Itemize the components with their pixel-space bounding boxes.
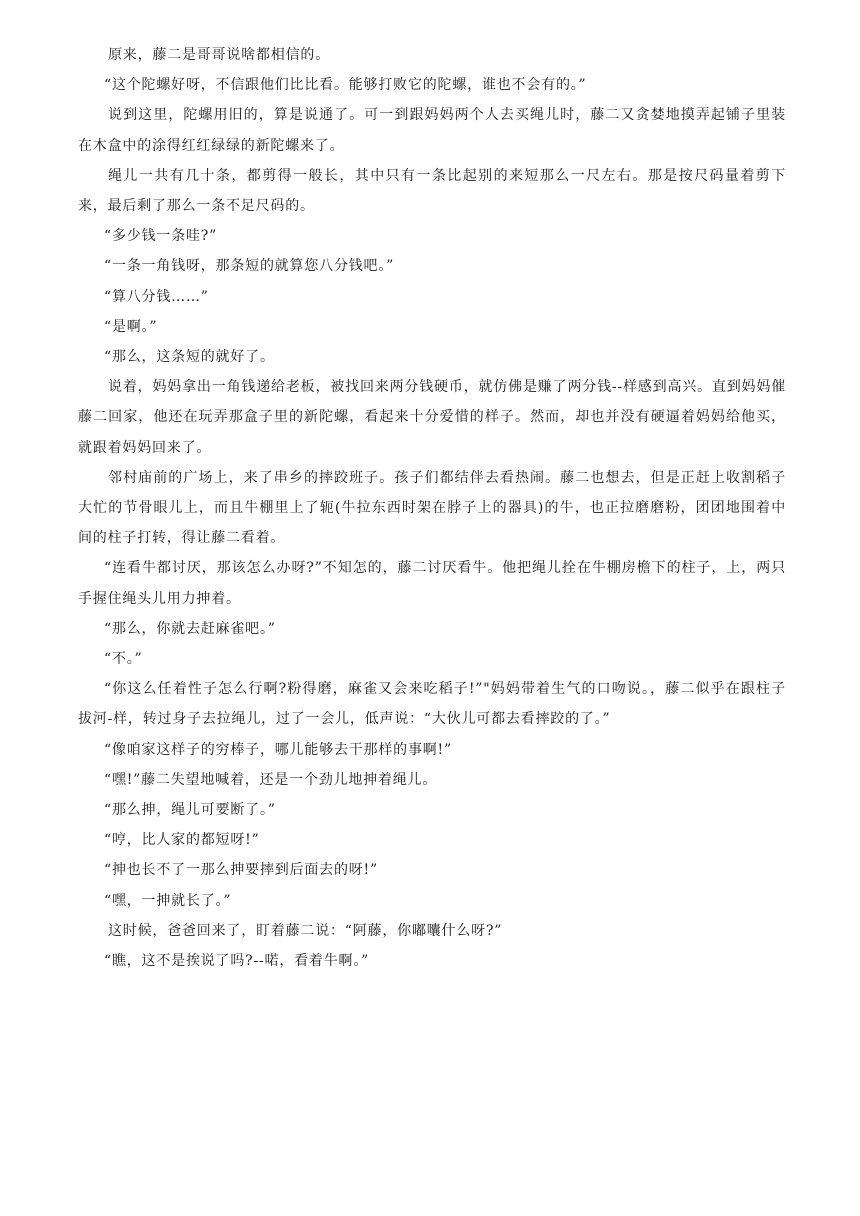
paragraph: “那么，你就去赶麻雀吧。” (104, 620, 276, 637)
paragraph: “多少钱一条哇?” (104, 228, 218, 245)
paragraph: 绳儿一共有几十条，都剪得一般长，其中只有一条比起别的来短那么一尺左右。那是按尺码量着剪下来，最后剩了那么一条不足尺码的。 (78, 167, 786, 215)
paragraph: “抻也长不了一那么抻要摔到后面去的呀!” (104, 862, 378, 879)
paragraph: “那么抻，绳儿可要断了。” (104, 802, 276, 819)
paragraph: 说到这里，陀螺用旧的，算是说通了。可一到跟妈妈两个人去买绳儿时，藤二又贪婪地摸弄起铺子里装在木盒中的涂得红红绿绿的新陀螺来了。 (78, 107, 786, 154)
paragraph: “嘿，一抻就长了。” (104, 892, 232, 909)
paragraph: “你这么任着性子怎么行啊?粉得磨，麻雀又会来吃稻子!”"妈妈带着生气的口吻说。，藤二似乎在跟柱子拔河-样，转过身子去拉绳儿，过了一会儿，低声说：“大伙儿可都去看摔跤的了。” (78, 681, 786, 728)
paragraph: “连看牛都讨厌，那该怎么办呀?”不知怎的，藤二讨厌看牛。他把绳儿拴在牛棚房檐下的柱子，上，两只手握住绳头儿用力抻着。 (78, 560, 786, 607)
paragraph: “不。” (104, 651, 143, 668)
body-text (78, 40, 786, 976)
paragraph: “是啊。” (104, 318, 158, 335)
paragraph: “哼，比人家的都短呀!” (104, 832, 260, 849)
paragraph: 邻村庙前的广场上，来了串乡的摔跤班子。孩子们都结伴去看热闹。藤二也想去，但是正赶上收割稻子大忙的节骨眼儿上，而且牛棚里上了轭(牛拉东西时架在脖子上的器具)的牛，也正拉磨磨粉，团团地围着中间的柱子打转，得让藤二看着。 (78, 469, 786, 547)
paragraph: 原来，藤二是哥哥说啥都相信的。 (108, 47, 330, 63)
paragraph: “这个陀螺好呀，不信跟他们比比看。能够打败它的陀螺，谁也不会有的。” (104, 77, 587, 94)
paragraph: “嘿!”藤二失望地喊着，还是一个劲儿地抻着绳儿。 (104, 771, 438, 788)
paragraph: “那么，这条短的就好了。 (104, 349, 275, 366)
paragraph: “一条一角钱呀，那条短的就算您八分钱吧。” (104, 258, 395, 275)
paragraph: 这时候，爸爸回来了，盯着藤二说：“阿藤，你嘟囔什么呀?” (108, 922, 503, 939)
paragraph: “算八分钱……” (104, 288, 209, 305)
paragraph: 说着，妈妈拿出一角钱递给老板，被找回来两分钱硬币，就仿佛是赚了两分钱--样感到高兴。直到妈妈催藤二回家，他还在玩弄那盒子里的新陀螺，看起来十分爱惜的样子。然而，却也并没有硬逼着妈妈给他买，就跟着妈妈回来了。 (78, 379, 786, 456)
paragraph: “像咱家这样子的穷棒子，哪儿能够去干那样的事啊!” (104, 741, 452, 758)
paragraph: “瞧，这不是挨说了吗?--喏，看着牛啊。” (104, 953, 370, 970)
